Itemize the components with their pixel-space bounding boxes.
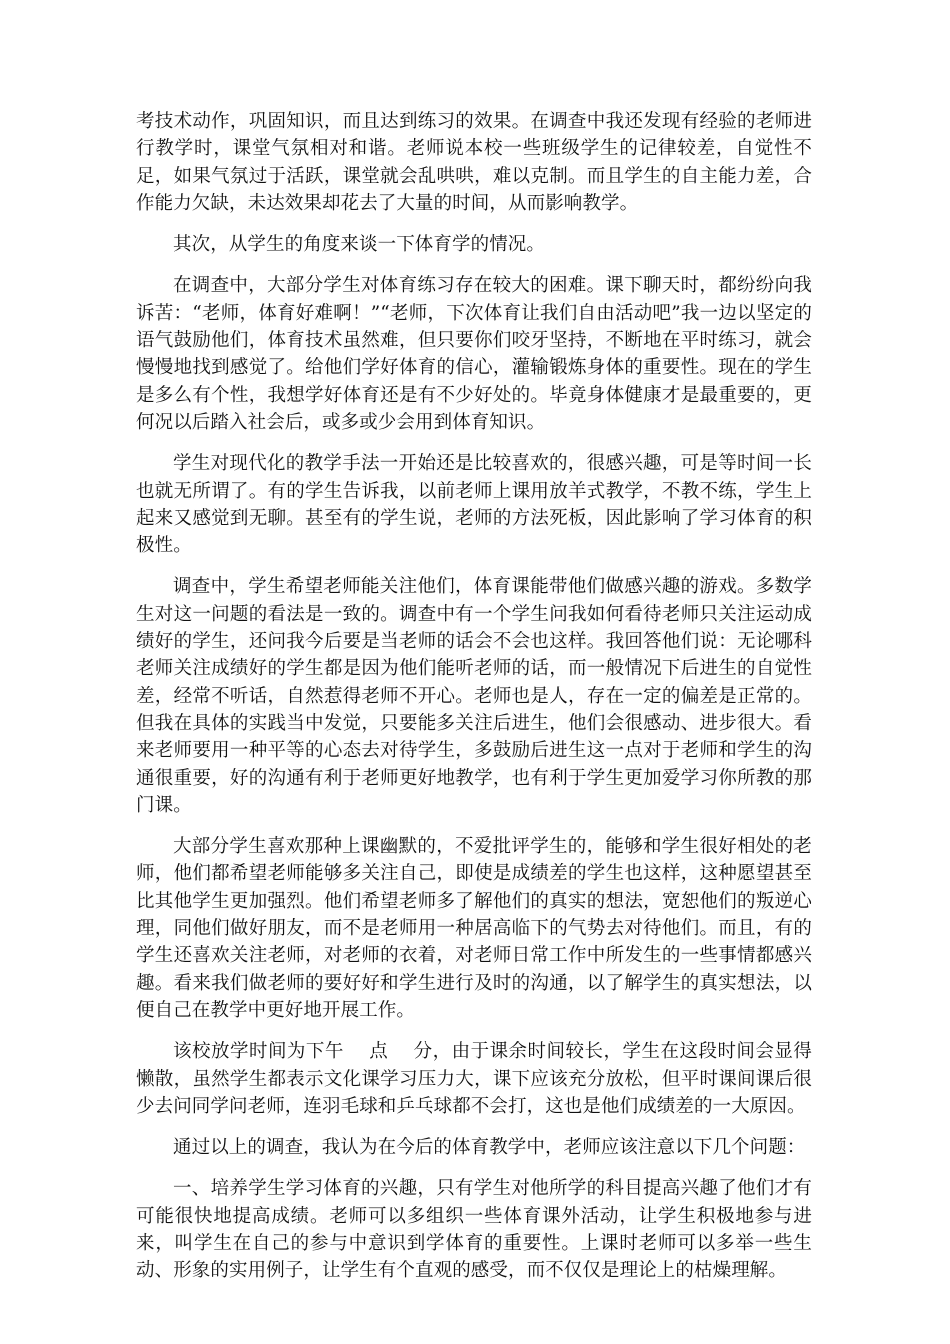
paragraph-continued: 考技术动作，巩固知识，而且达到练习的效果。在调查中我还发现有经验的老师进行教学时，课堂气氛相对和谐。老师说本校一些班级学生的记律较差，自觉性不足，如果气氛过于活跃，课堂就会乱哄哄，难以克制。而且学生的自主能力差，合作能力欠缺，未达效果却花去了大量的时间，从而影响教学。: [136, 111, 812, 214]
paragraph: 其次，从学生的角度来谈一下体育学的情况。: [173, 234, 546, 256]
paragraph: 大部分学生喜欢那种上课幽默的，不爱批评学生的，能够和学生很好相处的老师，他们都希望老师能够多关注自己，即使是成绩差的学生也这样，这种愿望甚至比其他学生更加强烈。他们希望老师多了解他们的真实的想法，宽恕他们的叛逆心理，同他们做好朋友，而不是老师用一种居高临下的气势去对待他们。而且，有的学生还喜欢关注老师，对老师的衣着，对老师日常工作中所发生的一些事情都感兴趣。看来我们做老师的要好好和学生进行及时的沟通，以了解学生的真实想法，以便自己在教学中更好地开展工作。: [136, 836, 812, 1021]
paragraph: 调查中，学生希望老师能关注他们，体育课能带他们做感兴趣的游戏。多数学生对这一问题的看法是一致的。调查中有一个学生问我如何看待老师只关注运动成绩好的学生，还问我今后要是当老师的话会不会也这样。我回答他们说：无论哪科老师关注成绩好的学生都是因为他们能听老师的话，而一般情况下后进生的自觉性差，经常不听话，自然惹得老师不开心。老师也是人，存在一定的偏差是正常的。但我在具体的实践当中发觉，只要能多关注后进生，他们会很感动、进步很大。看来老师要用一种平等的心态去对待学生，多鼓励后进生这一点对于老师和学生的沟通很重要，好的沟通有利于老师更好地教学，也有利于学生更加爱学习你所教的那门课。: [136, 576, 812, 816]
paragraph: 一、培养学生学习体育的兴趣，只有学生对他所学的科目提高兴趣了他们才有可能很快地提高成绩。老师可以多组织一些体育课外活动，让学生积极地参与进来，叫学生在自己的参与中意识到学体育的重要性。上课时老师可以多举一些生动、形象的实用例子，让学生有个直观的感受，而不仅仅是理论上的枯燥理解。: [136, 1178, 812, 1282]
paragraph: 通过以上的调查，我认为在今后的体育教学中，老师应该注意以下几个问题：: [173, 1137, 806, 1159]
paragraph: 学生对现代化的教学手法一开始还是比较喜欢的，很感兴趣，可是等时间一长也就无所谓了。有的学生告诉我，以前老师上课用放羊式教学，不教不练，学生上起来又感觉到无聊。甚至有的学生说，老师的方法死板，因此影响了学习体育的积极性。: [136, 453, 812, 557]
paragraph: 在调查中，大部分学生对体育练习存在较大的困难。课下聊天时，都纷纷向我诉苦：“老师，体育好难啊！”“老师，下次体育让我们自由活动吧”我一边以坚定的语气鼓励他们，体育技术虽然难，但只要你们咬牙坚持，不断地在平时练习，就会慢慢地找到感觉了。给他们学好体育的信心，灌输锻炼身体的重要性。现在的学生是多么有个性，我想学好体育还是有不少好处的。毕竟身体健康才是最重要的，更何况以后踏入社会后，或多或少会用到体育知识。: [136, 275, 812, 433]
document-body: [136, 108, 812, 1299]
paragraph: 该校放学时间为下午 点 分，由于课余时间较长，学生在这段时间会显得懒散，虽然学生都表示文化课学习压力大，课下应该充分放松，但平时课间课后很少去问同学问老师，连羽毛球和乒乓球都不会打，这也是他们成绩差的一大原因。: [136, 1041, 812, 1117]
